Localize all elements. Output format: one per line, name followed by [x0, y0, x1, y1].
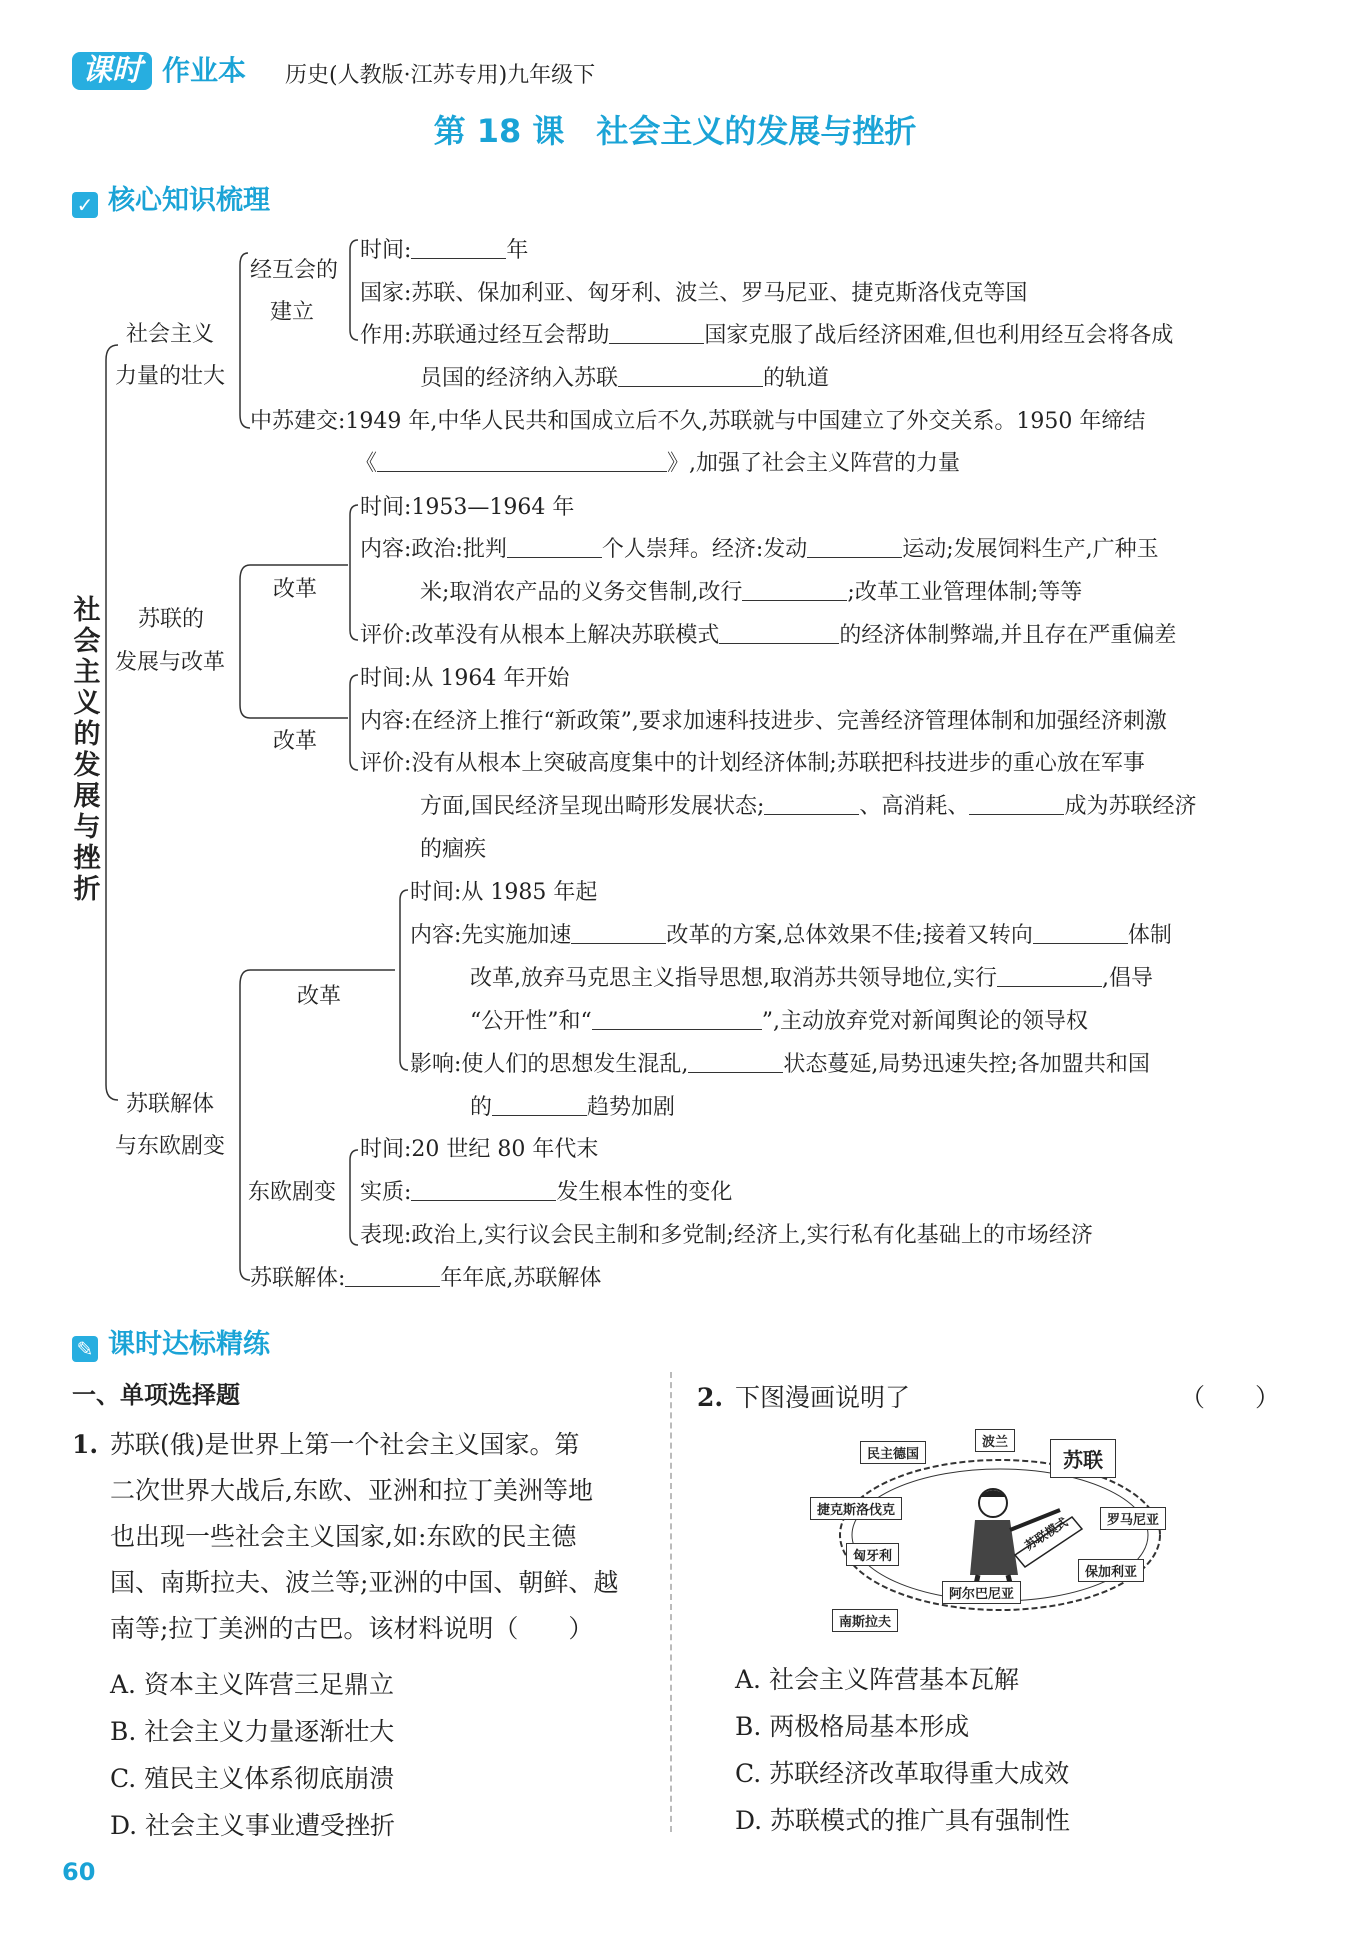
jhh-effect-1: 作用:苏联通过经互会帮助 国家克服了战后经济困难,但也利用经互会将各成 — [360, 323, 1174, 348]
label-romania: 罗马尼亚 — [1100, 1507, 1166, 1530]
label-albania: 阿尔巴尼亚 — [942, 1581, 1021, 1604]
q1-option-c[interactable]: C. 殖民主义体系彻底崩溃 — [110, 1764, 395, 1793]
label-soviet-model: 苏联模式 — [1022, 1514, 1071, 1553]
reform2-eval-2: 方面,国民经济呈现出畸形发展状态; 、高消耗、 成为苏联经济 — [420, 794, 1197, 819]
reform2-label: 改革 — [273, 729, 318, 754]
branch1-label: 社会主义 — [126, 322, 215, 347]
part-heading: 一、单项选择题 — [72, 1381, 240, 1409]
branch3-label-2: 与东欧剧变 — [115, 1134, 226, 1159]
ussr-dissolution: 苏联解体: 年年底,苏联解体 — [250, 1266, 602, 1291]
reform3-content-2: 改革,放弃马克思主义指导思想,取消苏共领导地位,实行 ,倡导 — [470, 966, 1153, 991]
ee-nature: 实质: 发生根本性的变化 — [360, 1180, 733, 1205]
q2-option-d[interactable]: D. 苏联模式的推广具有强制性 — [735, 1806, 1071, 1835]
q2-number: 2. — [697, 1383, 724, 1412]
reform3-impact-1: 影响:使人们的思想发生混乱, 状态蔓延,局势迅速失控;各加盟共和国 — [410, 1052, 1150, 1077]
q2-stem: 下图漫画说明了 — [735, 1383, 911, 1412]
book-subject: 历史(人教版·江苏专用)九年级下 — [285, 63, 596, 88]
reform3-content-3: “公开性”和“ ”,主动放弃党对新闻舆论的领导权 — [470, 1009, 1088, 1034]
q1-line-5: 南等;拉丁美洲的古巴。该材料说明（ ） — [110, 1614, 594, 1643]
reform1-eval: 评价:改革没有从根本上解决苏联模式 的经济体制弊端,并且存在严重偏差 — [360, 623, 1177, 648]
column-divider — [670, 1372, 672, 1832]
q2-answer-paren: （ ） — [1180, 1383, 1281, 1412]
label-bulgaria: 保加利亚 — [1078, 1559, 1144, 1582]
lesson-title: 第 18 课 社会主义的发展与挫折 — [433, 112, 917, 150]
reform2-time: 时间:从 1964 年开始 — [360, 666, 570, 691]
reform2-eval-1: 评价:没有从根本上突破高度集中的计划经济体制;苏联把科技进步的重心放在军事 — [360, 751, 1145, 776]
q1-option-d[interactable]: D. 社会主义事业遭受挫折 — [110, 1811, 396, 1840]
ee-time: 时间:20 世纪 80 年代末 — [360, 1137, 599, 1162]
q1-option-a[interactable]: A. 资本主义阵营三足鼎立 — [110, 1670, 394, 1699]
branch2-label-2: 发展与改革 — [115, 650, 226, 675]
q1-line-4: 国、南斯拉夫、波兰等;亚洲的中国、朝鲜、越 — [110, 1568, 619, 1597]
root-label: 社会主义的发展与挫折 — [73, 595, 101, 905]
ee-performance: 表现:政治上,实行议会民主制和多党制;经济上,实行私有化基础上的市场经济 — [360, 1223, 1093, 1248]
jhh-effect-2: 员国的经济纳入苏联 的轨道 — [420, 366, 830, 391]
cartoon — [810, 1425, 1190, 1640]
reform3-time: 时间:从 1985 年起 — [410, 880, 598, 905]
page-number: 60 — [62, 1858, 96, 1886]
brand-logo: 课时 — [72, 52, 152, 90]
reform3-impact-2: 的 趋势加剧 — [470, 1095, 676, 1120]
q1-line-1: 苏联(俄)是世界上第一个社会主义国家。第 — [110, 1430, 580, 1459]
jhh-countries: 国家:苏联、保加利亚、匈牙利、波兰、罗马尼亚、捷克斯洛伐克等国 — [360, 281, 1028, 306]
q1-line-2: 二次世界大战后,东欧、亚洲和拉丁美洲等地 — [110, 1476, 593, 1505]
q2-option-b[interactable]: B. 两极格局基本形成 — [735, 1712, 970, 1741]
pencil-icon: ✎ — [72, 1336, 98, 1362]
label-hungary: 匈牙利 — [846, 1543, 899, 1566]
section-practice: ✎ 课时达标精练 — [72, 1322, 270, 1362]
reform2-eval-3: 的痼疾 — [420, 837, 487, 862]
jhh-label: 经互会的 — [250, 258, 339, 283]
label-gdr: 民主德国 — [860, 1441, 926, 1464]
q1-option-b[interactable]: B. 社会主义力量逐渐壮大 — [110, 1717, 395, 1746]
check-icon: ✓ — [72, 192, 98, 218]
reform3-content-1: 内容:先实施加速 改革的方案,总体效果不佳;接着又转向 体制 — [410, 923, 1172, 948]
reform2-content: 内容:在经济上推行“新政策”,要求加速科技进步、完善经济管理体制和加强经济刺激 — [360, 709, 1167, 734]
q2-option-a[interactable]: A. 社会主义阵营基本瓦解 — [735, 1665, 1019, 1694]
label-yugoslavia: 南斯拉夫 — [832, 1609, 898, 1632]
reform1-label: 改革 — [273, 577, 318, 602]
label-czech: 捷克斯洛伐克 — [810, 1497, 902, 1520]
q2-option-c[interactable]: C. 苏联经济改革取得重大成效 — [735, 1759, 1070, 1788]
section-core-knowledge: ✓ 核心知识梳理 — [72, 178, 270, 218]
jhh-label-2: 建立 — [270, 300, 315, 325]
branch3-label: 苏联解体 — [126, 1092, 215, 1117]
reform3-label: 改革 — [297, 984, 342, 1009]
reform1-time: 时间:1953—1964 年 — [360, 495, 575, 520]
jhh-time: 时间: 年 — [360, 238, 529, 263]
label-poland: 波兰 — [975, 1429, 1015, 1452]
branch1-label-2: 力量的壮大 — [115, 364, 226, 389]
sino-soviet-1: 中苏建交:1949 年,中华人民共和国成立后不久,苏联就与中国建立了外交关系。1950 年缔结 — [250, 409, 1146, 434]
label-ussr: 苏联 — [1050, 1439, 1116, 1478]
sino-soviet-2: 《 》,加强了社会主义阵营的力量 — [355, 451, 961, 476]
branch2-label: 苏联的 — [138, 607, 205, 632]
reform1-content-2: 米;取消农产品的义务交售制,改行 ;改革工业管理体制;等等 — [420, 580, 1083, 605]
q1-number: 1. — [72, 1430, 99, 1459]
q1-line-3: 也出现一些社会主义国家,如:东欧的民主德 — [110, 1522, 577, 1551]
east-europe-label: 东欧剧变 — [248, 1180, 337, 1205]
reform1-content-1: 内容:政治:批判 个人崇拜。经济:发动 运动;发展饲料生产,广种玉 — [360, 537, 1159, 562]
brand-suffix: 作业本 — [162, 54, 247, 87]
